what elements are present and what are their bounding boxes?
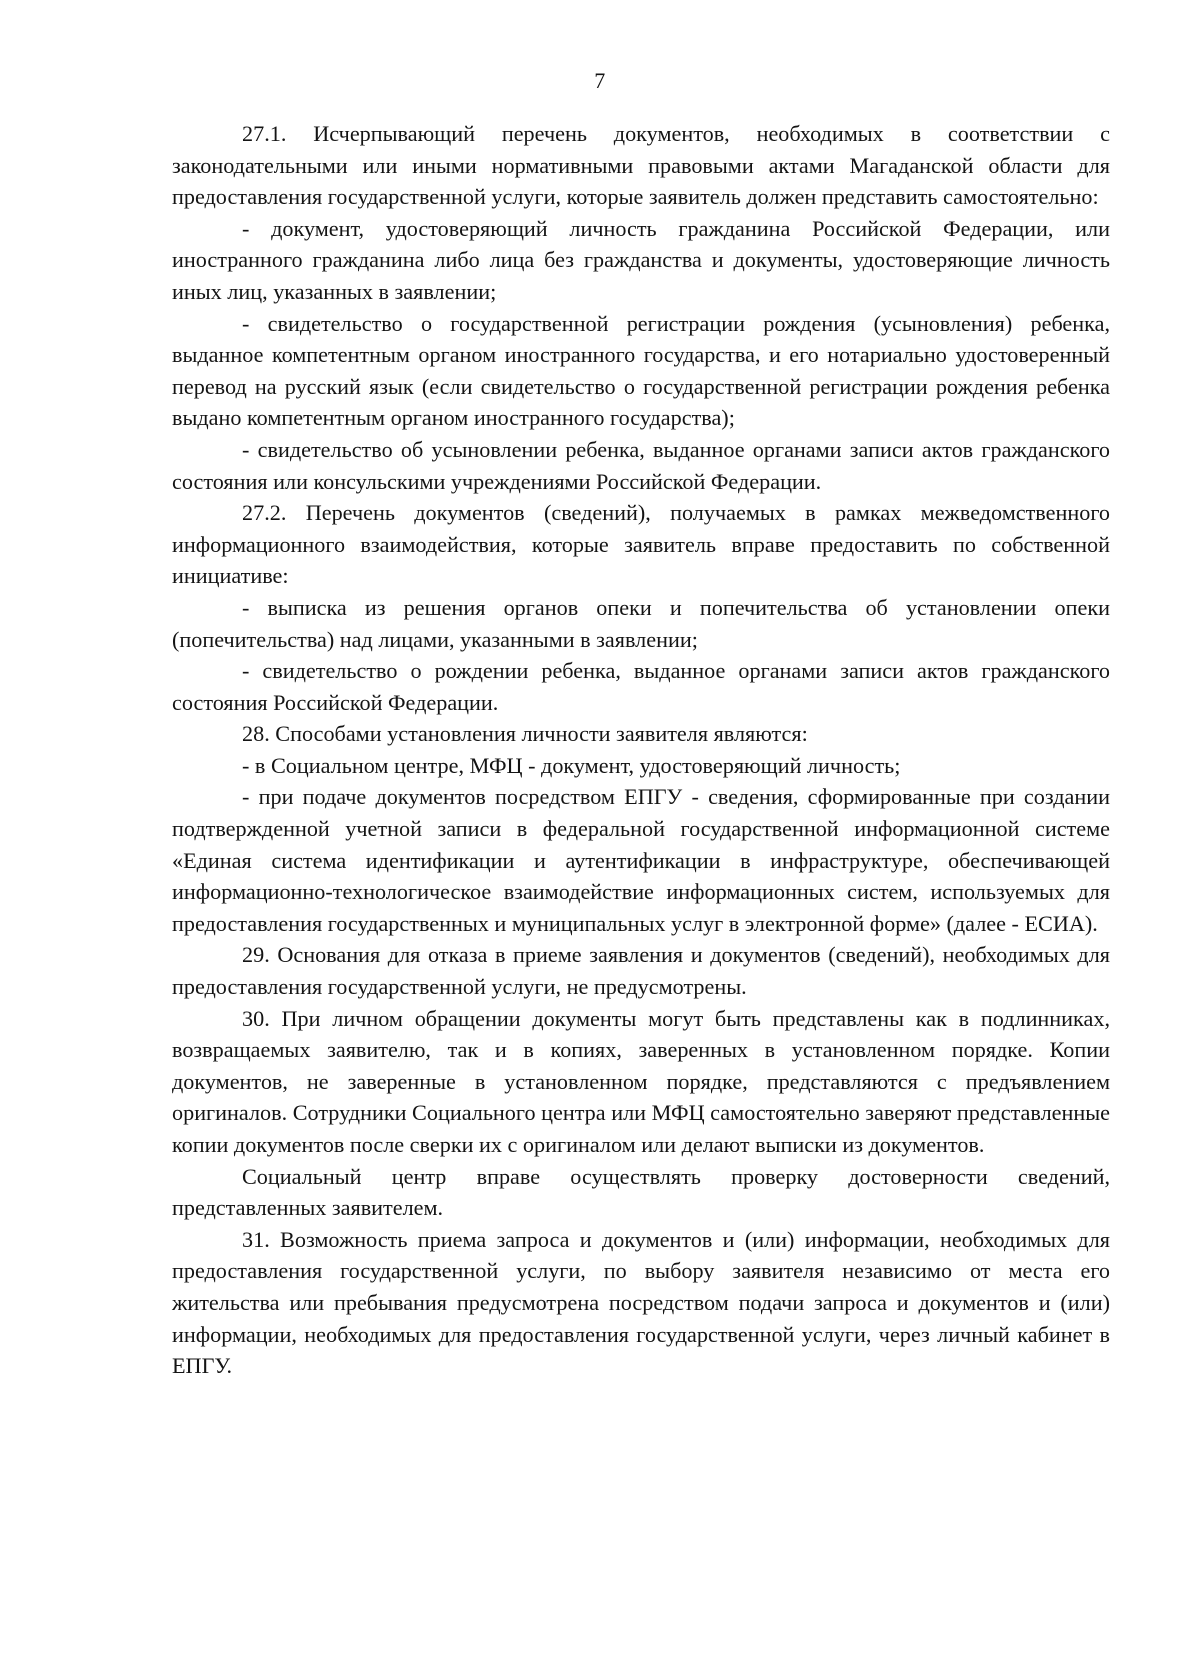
list-item-guardianship-extract: - выписка из решения органов опеки и попечительства об установлении опеки (попечительства) над лицами, указанными в заявлении;: [172, 594, 1110, 652]
list-item-identity-document: - документ, удостоверяющий личность гражданина Российской Федерации, или иностранного гражданина либо лица без гражданства и документы, удостоверяющие личность иных лиц, указанных в заявлении;: [172, 215, 1110, 304]
list-item-foreign-birth-certificate: - свидетельство о государственной регистрации рождения (усыновления) ребенка, выданное компетентным органом иностранного государства, и его нотариально удостоверенный перевод на русский язык (если свидетельство о государственной регистрации рождения ребенка выдано компетентным органом иностранного государства);: [172, 310, 1110, 431]
page-number: 7: [594, 68, 606, 93]
paragraph-verification: Социальный центр вправе осуществлять проверку достоверности сведений, представленных заявителем.: [172, 1163, 1110, 1221]
paragraph-29: 29. Основания для отказа в приеме заявления и документов (сведений), необходимых для предоставления государственной услуги, не предусмотрены.: [172, 942, 1110, 1000]
list-item-birth-certificate: - свидетельство о рождении ребенка, выданное органами записи актов гражданского состояния Российской Федерации.: [172, 658, 1110, 715]
paragraph-30: 30. При личном обращении документы могут быть представлены как в подлинниках, возвращаемых заявителю, так и в копиях, заверенных в установленном порядке. Копии документов, не заверенные в установленном порядке, представляются с предъявлением оригиналов. Сотрудники Социального центра или МФЦ самостоятельно заверяют представленные копии документов после сверки их с оригиналом или делают выписки из документов.: [172, 1005, 1110, 1157]
document-body: [172, 118, 1110, 1382]
paragraph-28: 28. Способами установления личности заявителя являются:: [242, 721, 808, 747]
list-item-social-center-mfc: - в Социальном центре, МФЦ - документ, удостоверяющий личность;: [242, 752, 901, 778]
list-item-adoption-certificate: - свидетельство об усыновлении ребенка, выданное органами записи актов гражданского состояния или консульскими учреждениями Российской Федерации.: [172, 436, 1110, 494]
list-item-epgu-esia: - при подаче документов посредством ЕПГУ - сведения, сформированные при создании подтвержденной учетной записи в федеральной государственной информационной системе «Единая система идентификации и аутентификации в инфраструктуре, обеспечивающей информационно-технологическое взаимодействие информационных систем, используемых для предоставления государственных и муниципальных услуг в электронной форме» (далее - ЕСИА).: [172, 784, 1110, 936]
paragraph-27-2: 27.2. Перечень документов (сведений), получаемых в рамках межведомственного информационного взаимодействия, которые заявитель вправе предоставить по собственной инициативе:: [172, 500, 1110, 589]
paragraph-27-1: 27.1. Исчерпывающий перечень документов, необходимых в соответствии с законодательными или иными нормативными правовыми актами Магаданской области для предоставления государственной услуги, которые заявитель должен представить самостоятельно:: [172, 121, 1110, 210]
paragraph-31: 31. Возможность приема запроса и документов и (или) информации, необходимых для предоставления государственной услуги, по выбору заявителя независимо от места его жительства или пребывания предусмотрена посредством подачи запроса и документов и (или) информации, необходимых для предоставления государственной услуги, через личный кабинет в ЕПГУ.: [172, 1226, 1110, 1379]
